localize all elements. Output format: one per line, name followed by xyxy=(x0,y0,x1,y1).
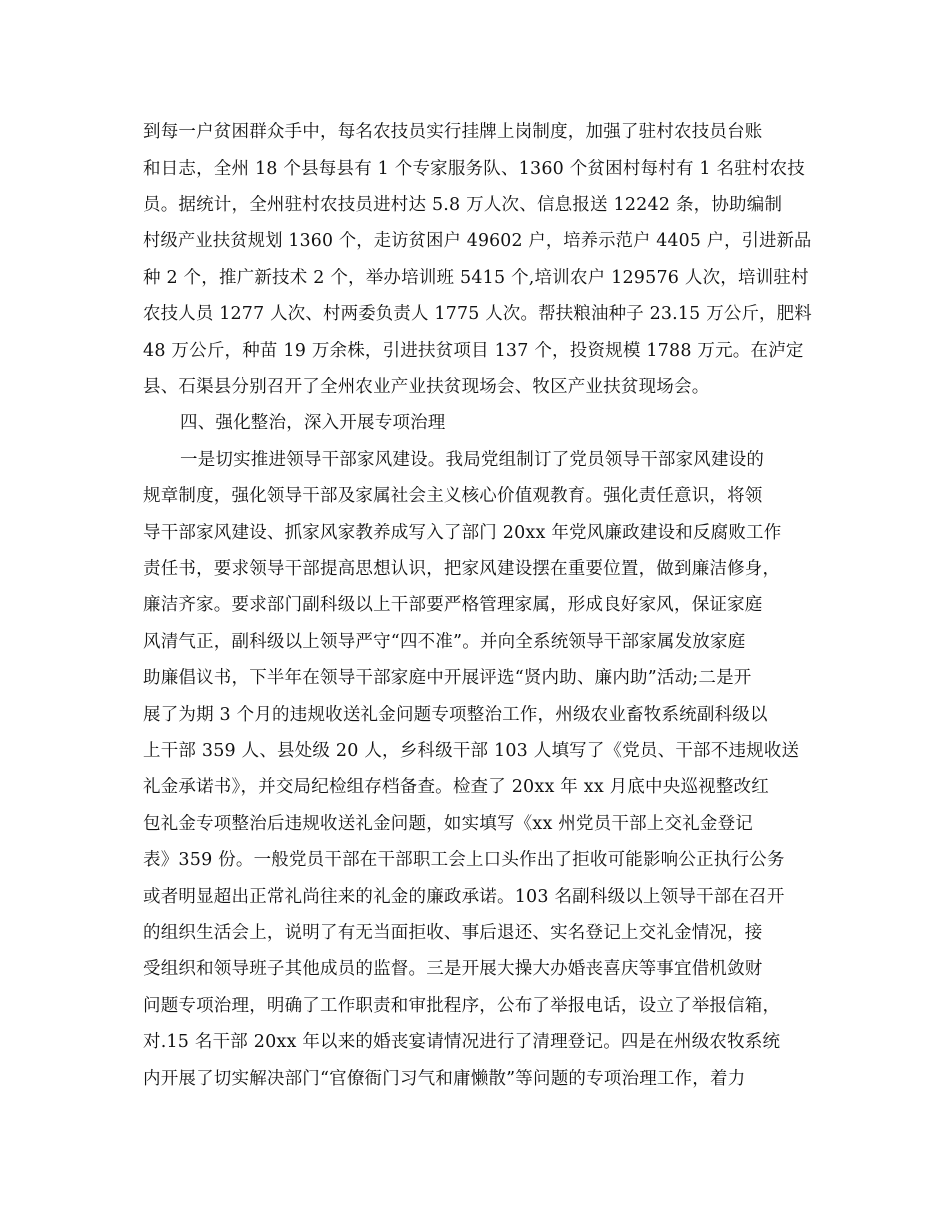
section-heading: 四、强化整治，深入开展专项治理 xyxy=(180,413,446,433)
body-text-line: 规章制度，强化领导干部及家属社会主义核心价值观教育。强化责任意识，将领 xyxy=(143,486,763,506)
body-text-line: 种 2 个，推广新技术 2 个，举办培训班 5415 个,培训农户 129576 人次，培训驻村 xyxy=(143,268,809,288)
body-text-line: 对.15 名干部 20xx 年以来的婚丧宴请情况进行了清理登记。四是在州级农牧系统 xyxy=(143,1032,781,1052)
body-text-line: 受组织和领导班子其他成员的监督。三是开展大操大办婚丧喜庆等事宜借机敛财 xyxy=(143,959,763,979)
body-text-line: 责任书，要求领导干部提高思想认识，把家风建设摆在重要位置，做到廉洁修身， xyxy=(143,559,781,579)
body-text-line: 48 万公斤，种苗 19 万余株，引进扶贫项目 137 个，投资规模 1788 万元。在泸定 xyxy=(143,341,804,361)
body-text-line: 导干部家风建设、抓家风家教养成写入了部门 20xx 年党风廉政建设和反腐败工作 xyxy=(143,523,782,543)
body-text-line: 或者明显超出正常礼尚往来的礼金的廉政承诺。103 名副科级以上领导干部在召开 xyxy=(143,887,785,907)
body-text-line: 员。据统计，全州驻村农技员进村达 5.8 万人次、信息报送 12242 条，协助编制 xyxy=(143,195,783,215)
paragraph-start-line: 一是切实推进领导干部家风建设。我局党组制订了党员领导干部家风建设的 xyxy=(180,450,765,470)
body-text-line: 到每一户贫困群众手中，每名农技员实行挂牌上岗制度，加强了驻村农技员台账 xyxy=(143,122,763,142)
body-text-line: 农技人员 1277 人次、村两委负责人 1775 人次。帮扶粮油种子 23.15 万公斤，肥料 xyxy=(143,304,812,324)
body-text-line: 表》359 份。一般党员干部在干部职工会上口头作出了拒收可能影响公正执行公务 xyxy=(143,850,785,870)
body-text-line: 助廉倡议书，下半年在领导干部家庭中开展评选“贤内助、廉内助”活动;二是开 xyxy=(143,668,752,688)
body-text-line: 风清气正，副科级以上领导严守“四不准”。并向全系统领导干部家属发放家庭 xyxy=(143,632,746,652)
body-text-line: 问题专项治理，明确了工作职责和审批程序，公布了举报电话，设立了举报信箱， xyxy=(143,996,781,1016)
body-text-line: 包礼金专项整治后违规收送礼金问题，如实填写《xx 州党员干部上交礼金登记 xyxy=(143,814,753,834)
body-text-line: 礼金承诺书》，并交局纪检组存档备查。检查了 20xx 年 xx 月底中央巡视整改红 xyxy=(143,777,769,797)
body-text-line: 和日志，全州 18 个县每县有 1 个专家服务队、1360 个贫困村每村有 1 名驻村农技 xyxy=(143,159,806,179)
body-text-line: 上干部 359 人、县处级 20 人，乡科级干部 103 人填写了《党员、干部不违规收送 xyxy=(143,741,800,761)
body-text-line: 展了为期 3 个月的违规收送礼金问题专项整治工作，州级农业畜牧系统副科级以 xyxy=(143,705,768,725)
body-text-line: 村级产业扶贫规划 1360 个，走访贫困户 49602 户，培养示范户 4405 户，引进新品 xyxy=(143,231,812,251)
body-text-line: 廉洁齐家。要求部门副科级以上干部要严格管理家属，形成良好家风，保证家庭 xyxy=(143,595,763,615)
body-text-line: 内开展了切实解决部门“官僚衙门习气和庸懒散”等问题的专项治理工作，着力 xyxy=(143,1069,746,1089)
body-text-line: 县、石渠县分别召开了全州农业产业扶贫现场会、牧区产业扶贫现场会。 xyxy=(143,377,710,397)
body-text-line: 的组织生活会上，说明了有无当面拒收、事后退还、实名登记上交礼金情况，接 xyxy=(143,923,763,943)
